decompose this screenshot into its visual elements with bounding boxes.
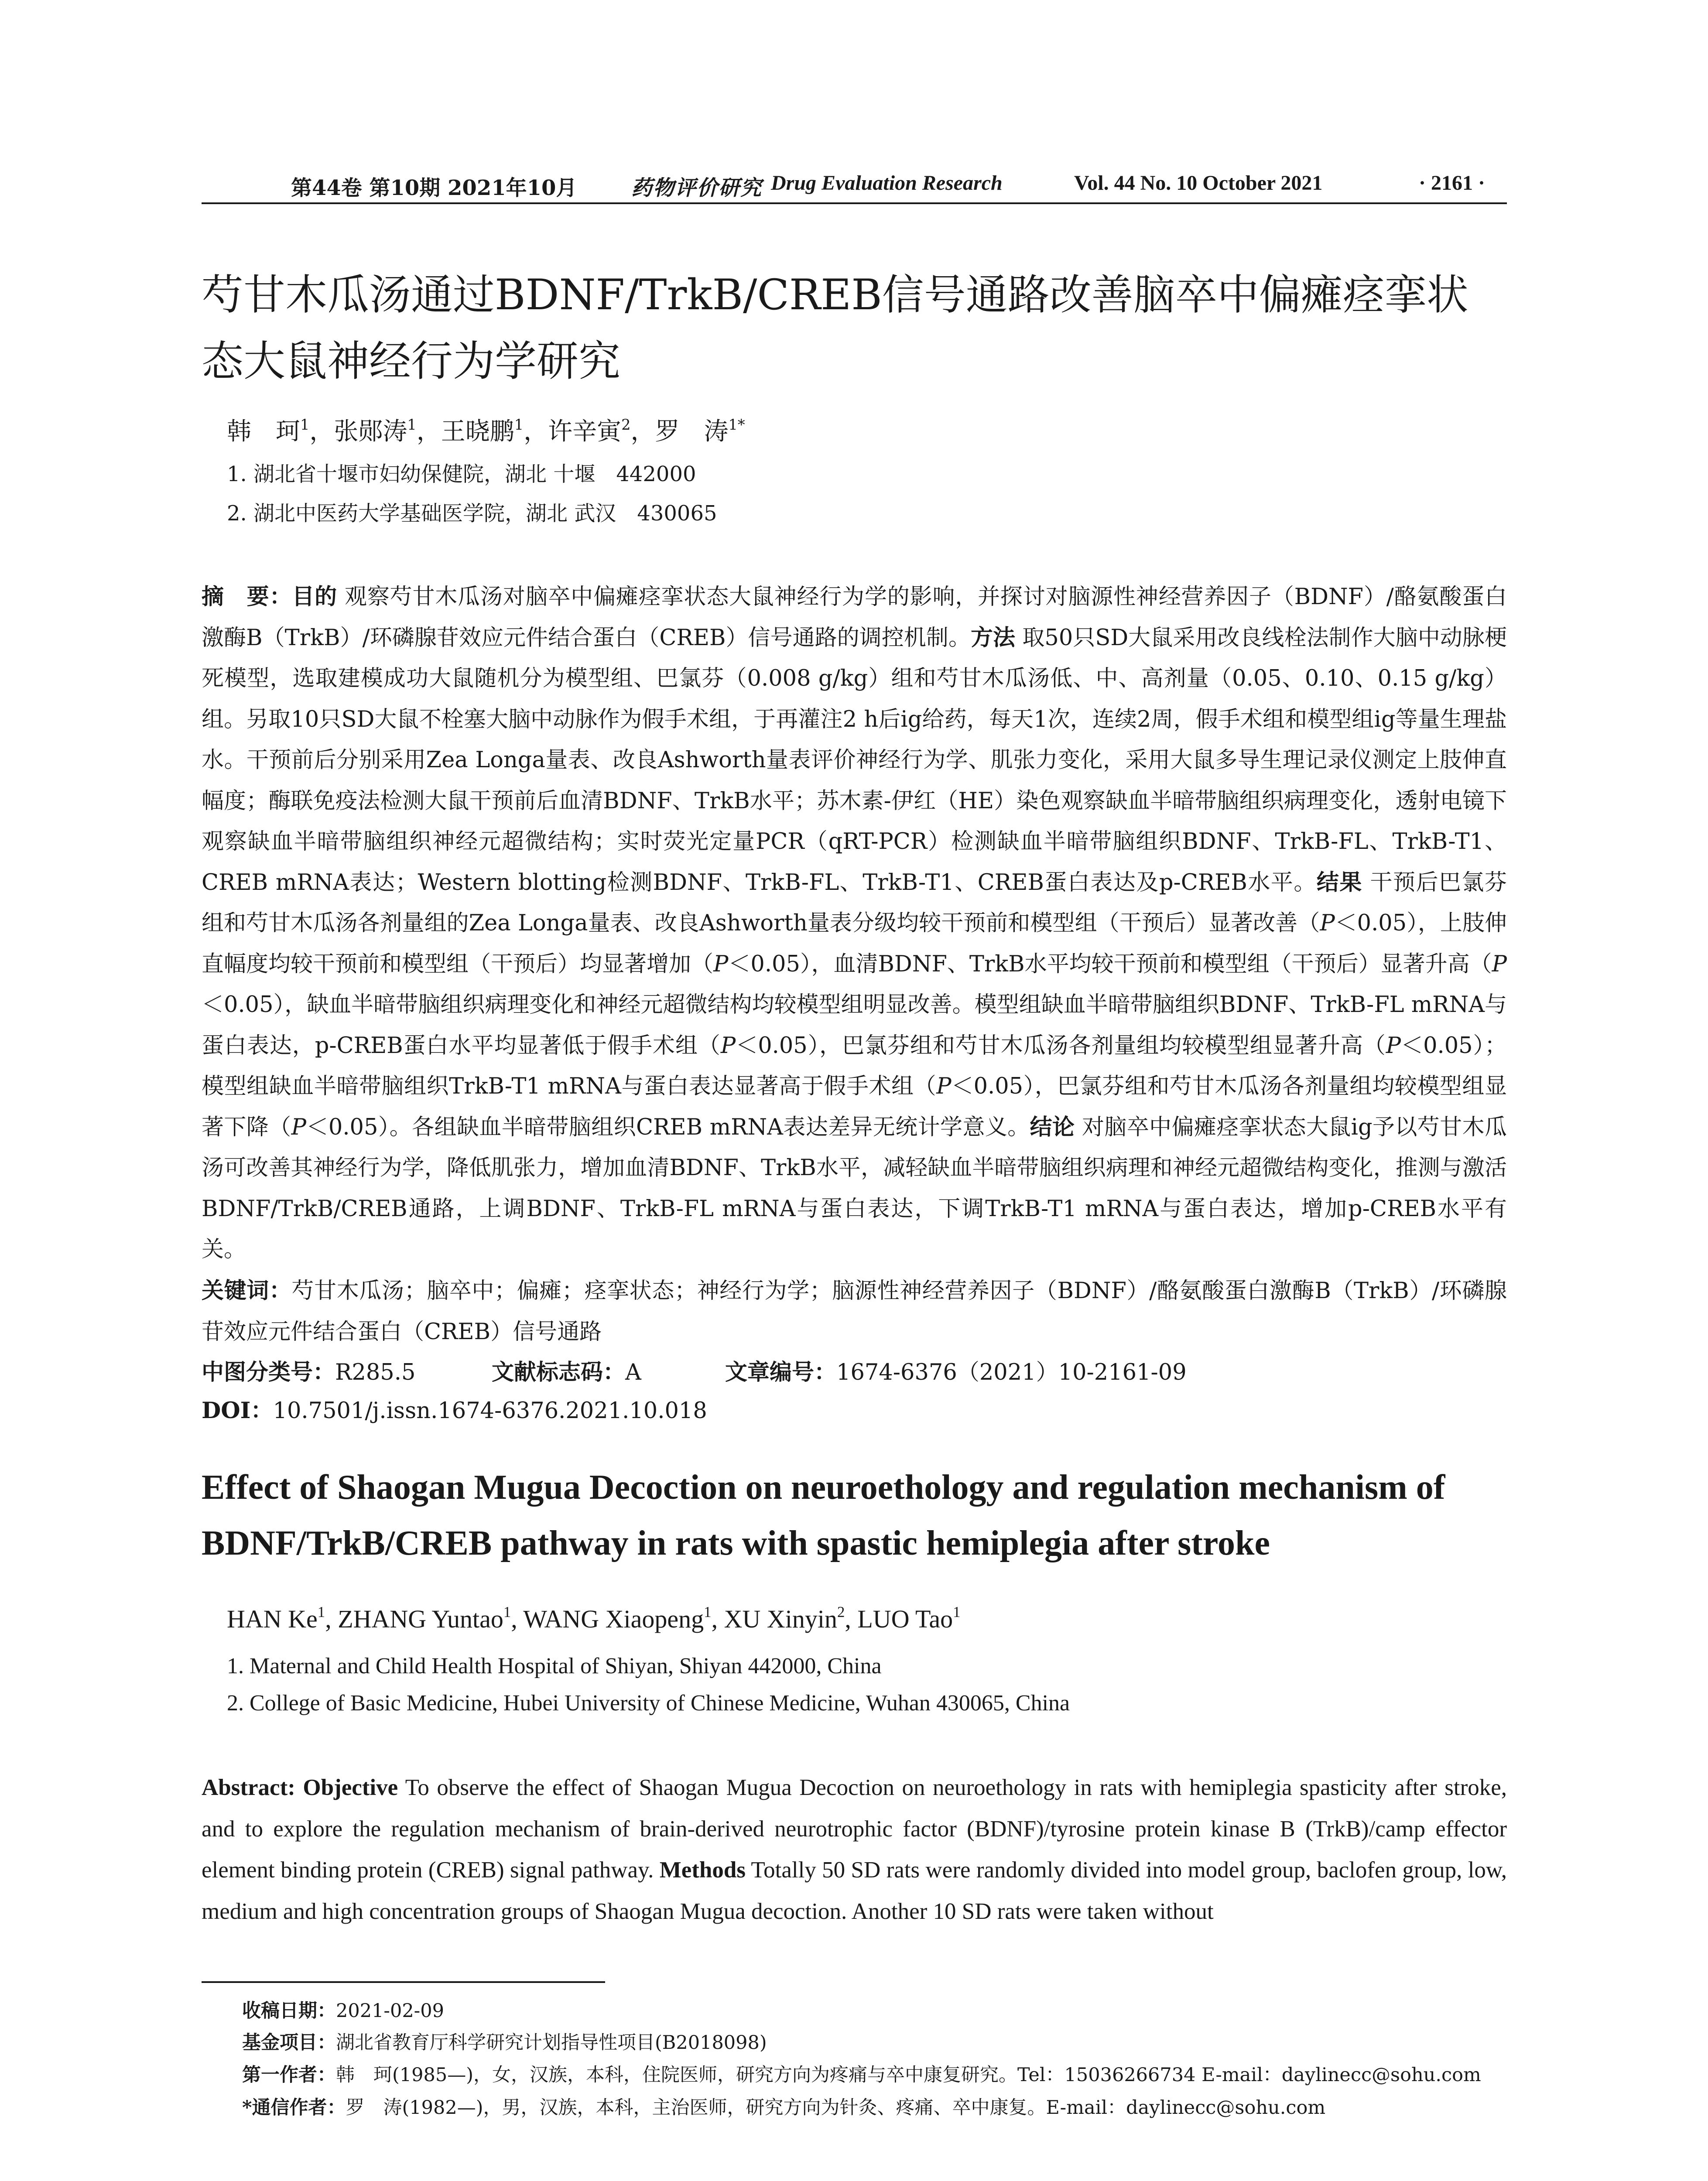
abstract-label: 摘 要： [202, 584, 292, 610]
doi-value[interactable]: 10.7501/j.issn.1674-6376.2021.10.018 [273, 1398, 707, 1424]
objective-text: 观察芍甘木瓜汤对脑卒中偏瘫痉挛状态大鼠神经行为学的影响，并探讨对脑源性神经营养因子（BDNF）/酪氨酸蛋白激酶B（TrkB）/环磷腺苷效应元件结合蛋白（CREB）信号通路的调控机制。 [202, 584, 1507, 651]
author-name: ZHANG Yuntao [338, 1605, 503, 1633]
author-name: 张郧涛 [334, 417, 407, 446]
objective-label-en: Objective [303, 1775, 398, 1800]
page-number: · 2161 · [1419, 171, 1486, 195]
header-rule [202, 202, 1507, 204]
abstract-label-en: Abstract: [202, 1775, 295, 1800]
results-label: 结果 [1316, 869, 1362, 896]
conclusion-text: 对脑卒中偏瘫痉挛状态大鼠ig予以芍甘木瓜汤可改善其神经行为学，降低肌张力，增加血清BDNF、TrkB水平，减轻缺血半暗带脑组织病理和神经元超微结构变化，推测与激活BDNF/TrkB/CREB通路，上调BDNF、TrkB-FL mRNA与蛋白表达，下调TrkB-T1 mRNA与蛋白表达，增加p-CREB水平有关。 [202, 1114, 1507, 1262]
objective-text-en: To observe the effect of Shaogan Mugua Decoction on neuroethology in rats with hemiplegia spasticity after stroke, and to explore the regulation mechanism of brain-derived neurotrophic factor (BDNF)/tyrosine protein kinase B (TrkB)/camp effector element binding protein (CREB) signal pathway. [202, 1775, 1507, 1883]
paper-title-en: Effect of Shaogan Mugua Decoction on neuroethology and regulation mechanism of BDNF/TrkB/CREB pathway in rats with spastic hemiplegia after stroke [202, 1468, 1445, 1562]
author-affiliation-mark: 1* [728, 416, 745, 433]
doc-code-value: A [625, 1360, 641, 1385]
methods-label: 方法 [971, 624, 1016, 651]
methods-label-en: Methods [659, 1857, 746, 1883]
keywords-label: 关键词： [202, 1278, 292, 1304]
keywords-cn [202, 1271, 1507, 1352]
author-name: HAN Ke [227, 1605, 318, 1633]
author-affiliation-mark: 1 [514, 416, 524, 433]
keywords-text: 芍甘木瓜汤；脑卒中；偏瘫；痉挛状态；神经行为学；脑源性神经营养因子（BDNF）/酪氨酸蛋白激酶B（TrkB）/环磷腺苷效应元件结合蛋白（CREB）信号通路 [202, 1278, 1507, 1345]
author-affiliation-mark: 1 [953, 1603, 961, 1621]
author-name: LUO Tao [857, 1605, 953, 1633]
classification-line [202, 1352, 1507, 1393]
author-name: 王晓鹏 [441, 417, 514, 446]
objective-label: 目的 [292, 584, 337, 610]
methods-text-en: Totally 50 SD rats were randomly divided into model group, baclofen group, low, medium and high concentration groups of Shaogan Mugua decoction. Another 10 SD rats were taken without [202, 1857, 1507, 1924]
affiliation-en-1: 1. Maternal and Child Health Hospital of Shiyan, Shiyan 442000, China [227, 1654, 882, 1678]
affiliation-cn-2: 2. 湖北中医药大学基础医学院，湖北 武汉 430065 [227, 501, 717, 526]
author-affiliation-mark: 1 [407, 416, 417, 433]
paper-title-cn: 芍甘木瓜汤通过BDNF/TrkB/CREB信号通路改善脑卒中偏瘫痉挛状态大鼠神经行为学研究 [202, 270, 1468, 386]
abstract-cn [202, 577, 1507, 1270]
author-name: XU Xinyin [724, 1605, 837, 1633]
running-header [202, 169, 1507, 200]
author-affiliation-mark: 1 [300, 416, 310, 433]
conclusion-label: 结论 [1030, 1114, 1075, 1140]
article-id-value: 1674-6376（2021）10-2161-09 [836, 1360, 1187, 1385]
author-name: 罗 涛 [655, 417, 729, 446]
footnote-received: 收稿日期：2021-02-09 [242, 2000, 444, 2022]
affiliation-cn-1: 1. 湖北省十堰市妇幼保健院，湖北 十堰 442000 [227, 462, 696, 486]
author-name: 韩 珂 [227, 417, 300, 446]
doc-code-label: 文献标志码： [492, 1359, 626, 1385]
clc-label: 中图分类号： [202, 1359, 335, 1385]
issue-cn: 第44卷 第10期 2021年10月 [291, 176, 577, 200]
author-affiliation-mark: 1 [704, 1603, 712, 1621]
clc-value: R285.5 [335, 1360, 416, 1385]
author-name: 许辛寅 [548, 417, 622, 446]
author-list-en: HAN Ke$^1$, ZHANG Yuntao$^1$, WANG Xiaopeng$^1$, XU Xinyin$^2$, LUO Tao$^1$ [227, 1603, 961, 1633]
doi-line [202, 1391, 1507, 1432]
author-affiliation-mark: 2 [621, 416, 631, 433]
footnote-rule [202, 1981, 605, 1983]
footnote-corresponding-author: *通信作者：罗 涛(1982—)，男，汉族，本科，主治医师，研究方向为针灸、疼痛、卒中康复。E-mail：daylinecc@sohu.com [242, 2097, 1326, 2119]
results-text: 干预后巴氯芬组和芍甘木瓜汤各剂量组的Zea Longa量表、改良Ashworth量表分级均较干预前和模型组（干预后）显著改善（P＜0.05），上肢伸直幅度均较干预前和模型组（干预后）均显著增加（P＜0.05），血清BDNF、TrkB水平均较干预前和模型组（干预后）显著升高（P＜0.05），缺血半暗带脑组织病理变化和神经元超微结构均较模型组明显改善。模型组缺血半暗带脑组织BDNF、TrkB-FL mRNA与蛋白表达，p-CREB蛋白水平均显著低于假手术组（P＜0.05），巴氯芬组和芍甘木瓜汤各剂量组均较模型组显著升高（P＜0.05）；模型组缺血半暗带脑组织TrkB-T1 mRNA与蛋白表达显著高于假手术组（P＜0.05），巴氯芬组和芍甘木瓜汤各剂量组均较模型组显著下降（P＜0.05）。各组缺血半暗带脑组织CREB mRNA表达差异无统计学意义。 [202, 869, 1507, 1140]
abstract-en [202, 1767, 1507, 1932]
doi-label: DOI： [202, 1398, 273, 1424]
author-affiliation-mark: 2 [837, 1603, 845, 1621]
issue-en: Vol. 44 No. 10 October 2021 [1074, 171, 1323, 195]
footnote-first-author: 第一作者：韩 珂(1985—)，女，汉族，本科，住院医师，研究方向为疼痛与卒中康复研究。Tel：15036266734 E-mail：daylinecc@sohu.com [242, 2064, 1481, 2086]
methods-text: 取50只SD大鼠采用改良线栓法制作大脑中动脉梗死模型，选取建模成功大鼠随机分为模型组、巴氯芬（0.008 g/kg）组和芍甘木瓜汤低、中、高剂量（0.05、0.10、0.15 g/kg）组。另取10只SD大鼠不栓塞大脑中动脉作为假手术组，于再灌注2 h后ig给药，每天1次，连续2周，假手术组和模型组ig等量生理盐水。干预前后分别采用Zea Longa量表、改良Ashworth量表评价神经行为学、肌张力变化，采用大鼠多导生理记录仪测定上肢伸直幅度；酶联免疫法检测大鼠干预前后血清BDNF、TrkB水平；苏木素-伊红（HE）染色观察缺血半暗带脑组织病理变化，透射电镜下观察缺血半暗带脑组织神经元超微结构；实时荧光定量PCR（qRT-PCR）检测缺血半暗带脑组织BDNF、TrkB-FL、TrkB-T1、CREB mRNA表达；Western blotting检测BDNF、TrkB-FL、TrkB-T1、CREB蛋白表达及p-CREB水平。 [202, 625, 1507, 896]
footnote-funding: 基金项目：湖北省教育厅科学研究计划指导性项目(B2018098) [242, 2032, 767, 2054]
author-list-cn: 韩 珂$^1$，张郧涛$^1$，王晓鹏$^1$，许辛寅$^2$，罗 涛$^{1*}$ [227, 416, 745, 446]
author-affiliation-mark: 1 [503, 1603, 511, 1621]
journal-logo-cn: 药物评价研究 [631, 176, 763, 200]
author-name: WANG Xiaopeng [523, 1605, 704, 1633]
author-affiliation-mark: 1 [317, 1603, 325, 1621]
affiliation-en-2: 2. College of Basic Medicine, Hubei University of Chinese Medicine, Wuhan 430065, China [227, 1691, 1070, 1716]
journal-name-en: Drug Evaluation Research [771, 171, 1003, 195]
article-id-label: 文章编号： [725, 1359, 837, 1385]
